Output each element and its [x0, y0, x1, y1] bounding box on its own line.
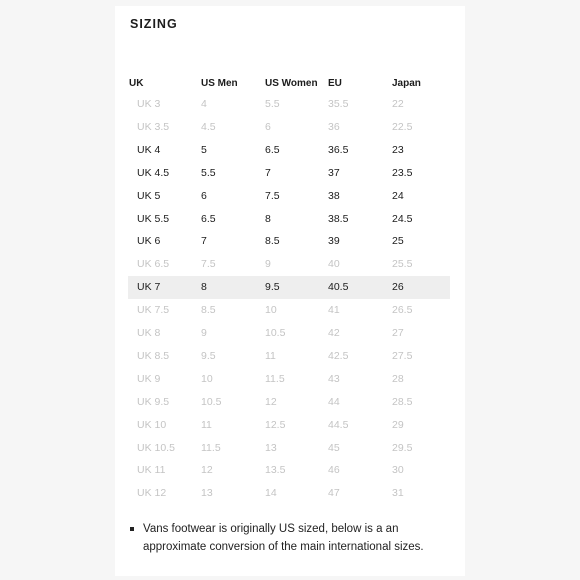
table-row[interactable]	[115, 162, 465, 185]
column-header-eu: EU	[328, 78, 342, 89]
table-row[interactable]	[115, 93, 465, 116]
table-cell: UK 9.5	[137, 395, 170, 408]
table-row[interactable]	[115, 185, 465, 208]
table-cell: 14	[265, 487, 277, 500]
table-header	[115, 72, 465, 95]
table-row[interactable]	[115, 482, 465, 505]
table-cell: UK 6	[137, 235, 161, 248]
table-cell: 9	[201, 327, 207, 339]
table-cell: 7	[265, 166, 271, 179]
table-cell: 6	[265, 120, 271, 133]
table-cell: 8.5	[265, 235, 280, 248]
column-header-us-men: US Men	[201, 78, 238, 89]
table-cell: 4.5	[201, 120, 216, 133]
table-cell: 10	[201, 372, 213, 385]
column-header-us-women: US Women	[265, 78, 318, 89]
table-cell: 6.5	[265, 143, 280, 156]
table-cell: UK 4	[137, 143, 161, 156]
table-cell: 12.5	[265, 418, 286, 431]
table-cell: 6.5	[201, 212, 216, 225]
table-cell: 7	[201, 235, 207, 248]
table-cell: 5.5	[265, 98, 280, 110]
table-row[interactable]	[115, 276, 465, 299]
table-cell: 12	[201, 464, 213, 477]
table-cell: UK 12	[137, 487, 167, 500]
table-cell: 25	[392, 235, 404, 248]
table-cell: 42	[328, 327, 340, 339]
table-cell: 13	[201, 487, 213, 500]
table-cell: 9.5	[201, 349, 216, 362]
table-cell: 8	[201, 281, 207, 294]
table-cell: 28.5	[392, 395, 413, 408]
table-row[interactable]	[115, 459, 465, 482]
table-cell: 25.5	[392, 258, 413, 271]
table-cell: 38	[328, 189, 340, 202]
table-cell: 11.5	[265, 372, 285, 385]
table-cell: 26	[392, 281, 404, 294]
table-cell: 46	[328, 464, 340, 477]
table-cell: 22	[392, 98, 404, 110]
table-cell: 47	[328, 487, 340, 500]
table-row[interactable]	[115, 414, 465, 437]
table-cell: 35.5	[328, 98, 349, 110]
table-cell: 39	[328, 235, 340, 248]
table-cell: 9.5	[265, 281, 280, 294]
table-cell: 12	[265, 395, 277, 408]
table-cell: UK 8.5	[137, 349, 170, 362]
table-cell: 11.5	[201, 441, 221, 454]
table-cell: 24	[392, 189, 404, 202]
table-cell: UK 5.5	[137, 212, 170, 225]
table-cell: 9	[265, 258, 271, 271]
table-cell: 24.5	[392, 212, 413, 225]
table-cell: 11	[201, 418, 212, 431]
table-cell: UK 9	[137, 372, 161, 385]
table-cell: 38.5	[328, 212, 349, 225]
table-cell: 28	[392, 372, 404, 385]
table-cell: 27	[392, 327, 404, 339]
table-cell: 42.5	[328, 349, 349, 362]
table-cell: 7.5	[265, 189, 280, 202]
table-cell: 37	[328, 166, 340, 179]
table-row[interactable]	[115, 139, 465, 162]
table-cell: UK 7	[137, 281, 161, 294]
table-cell: UK 3.5	[137, 120, 170, 133]
table-cell: UK 6.5	[137, 258, 170, 271]
table-cell: 5	[201, 143, 207, 156]
table-cell: 29.5	[392, 441, 413, 454]
table-cell: 36.5	[328, 143, 349, 156]
table-cell: 10	[265, 304, 277, 317]
sizing-note	[130, 520, 455, 556]
table-cell: UK 7.5	[137, 304, 170, 317]
table-row[interactable]	[115, 345, 465, 368]
bullet-icon	[130, 527, 134, 531]
table-cell: 13	[265, 441, 277, 454]
table-cell: 40.5	[328, 281, 349, 294]
table-cell: 7.5	[201, 258, 216, 271]
table-row[interactable]	[115, 208, 465, 231]
table-cell: UK 10	[137, 418, 167, 431]
table-cell: 22.5	[392, 120, 413, 133]
sizing-note-text: Vans footwear is originally US sized, below is a an approximate conversion of the main international sizes.	[143, 523, 424, 553]
table-cell: 45	[328, 441, 340, 454]
table-cell: 23.5	[392, 166, 413, 179]
table-row[interactable]	[115, 116, 465, 139]
table-cell: 11	[265, 349, 276, 362]
table-row[interactable]	[115, 253, 465, 276]
table-cell: 41	[328, 304, 340, 317]
table-row[interactable]	[115, 299, 465, 322]
table-cell: 10.5	[201, 395, 222, 408]
table-cell: 8	[265, 212, 271, 225]
table-cell: UK 11	[137, 464, 166, 477]
table-cell: 13.5	[265, 464, 286, 477]
table-cell: 31	[392, 487, 404, 500]
table-cell: 44	[328, 395, 340, 408]
table-cell: 30	[392, 464, 404, 477]
table-row[interactable]	[115, 322, 465, 345]
sizing-panel	[115, 6, 465, 576]
table-cell: 43	[328, 372, 340, 385]
section-heading: SIZING	[130, 17, 178, 31]
table-cell: 10.5	[265, 327, 286, 339]
table-cell: 23	[392, 143, 404, 156]
table-row[interactable]	[115, 437, 465, 460]
table-row[interactable]	[115, 391, 465, 414]
table-cell: 5.5	[201, 166, 216, 179]
table-cell: UK 8	[137, 327, 161, 339]
table-cell: UK 4.5	[137, 166, 170, 179]
table-cell: 40	[328, 258, 340, 271]
table-row[interactable]	[115, 368, 465, 391]
table-cell: 29	[392, 418, 404, 431]
table-cell: UK 5	[137, 189, 161, 202]
table-cell: UK 10.5	[137, 441, 175, 454]
table-cell: 6	[201, 189, 207, 202]
table-cell: 27.5	[392, 349, 413, 362]
column-header-japan: Japan	[392, 78, 421, 89]
table-cell: 4	[201, 98, 207, 110]
column-header-uk: UK	[129, 78, 144, 89]
table-cell: 36	[328, 120, 340, 133]
table-cell: UK 3	[137, 98, 161, 110]
table-cell: 8.5	[201, 304, 216, 317]
table-row[interactable]	[115, 230, 465, 253]
table-cell: 26.5	[392, 304, 413, 317]
table-cell: 44.5	[328, 418, 349, 431]
